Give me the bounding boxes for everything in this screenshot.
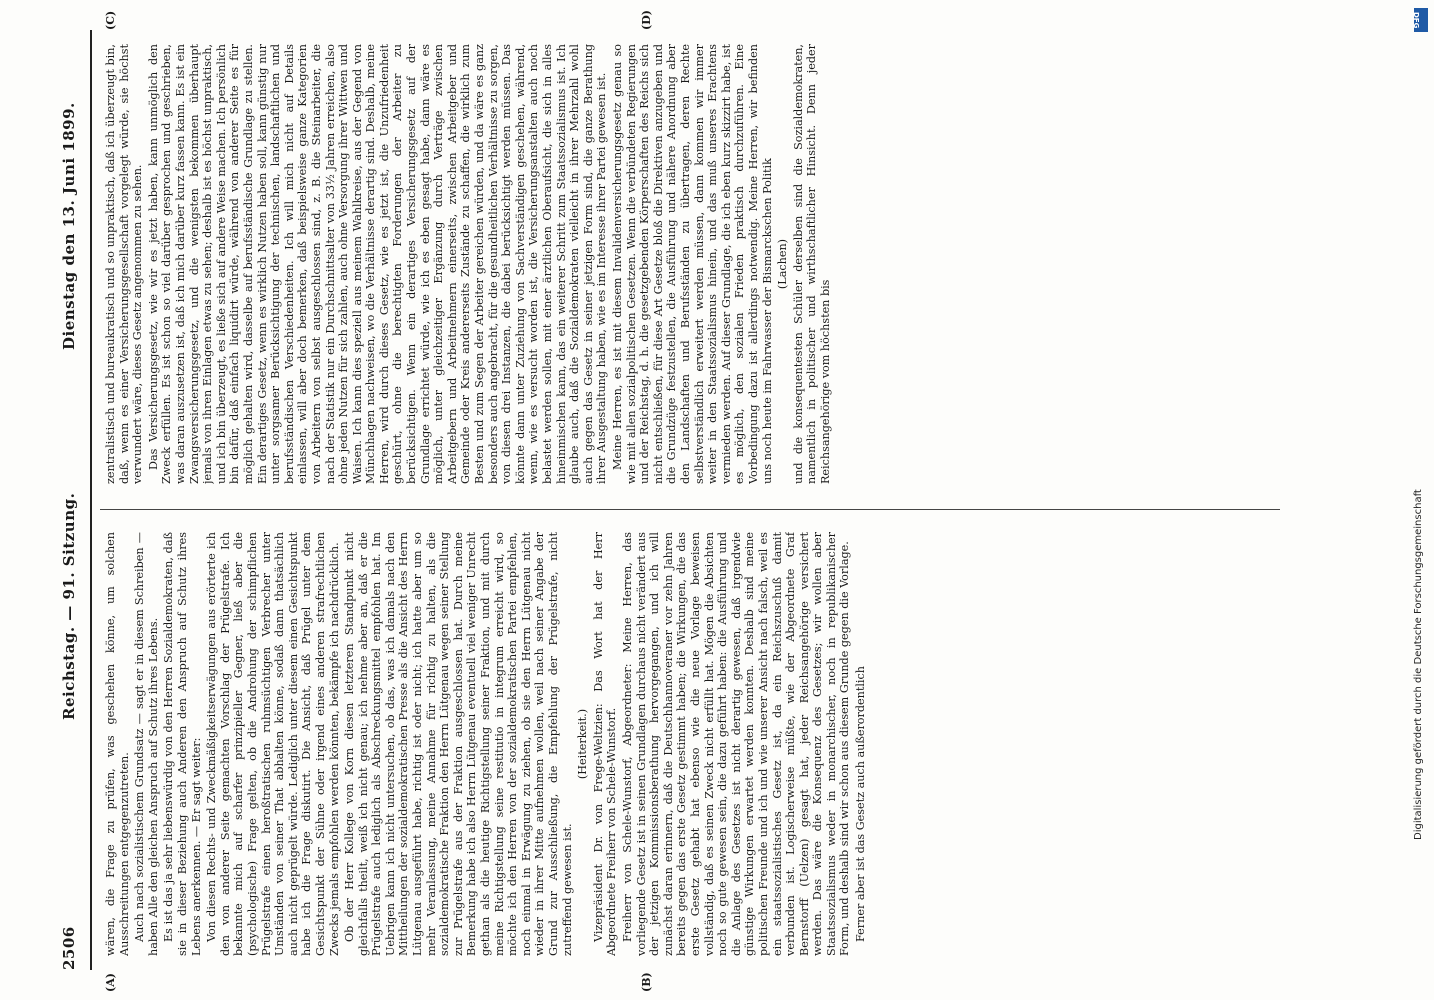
paragraph: Es ist das ja sehr liebenswürdig von den Herren Sozialdemokraten, daß sie in dieser Beziehung auch Anderen den Anspruch auf Schutz ihres Lebens anerkennen. — Er sagt weiter: bbox=[162, 532, 203, 956]
paragraph: Ob der Herr Kollege von Korn diesen letzteren Standpunkt nicht gleichfalls theilt, weiß ich nicht genau; ich nehme aber an, daß er die Prügelstrafe auch lediglich als Abschreckungsmittel empfohlen hat. Im Uebrigen kann ich nicht untersuchen, ob das, was ich damals nach den Mittheilungen der sozialdemokratischen Presse als die Ansicht des Herrn Lütgenau ausgeführt habe, richtig ist oder nicht; ich hatte aber um so mehr Veranlassung, meine Annahme für richtig zu halten, als die sozialdemokratische Fraktion den Herrn Lütgenau wegen seiner Stellung zur Prügelstrafe aus der Fraktion ausgeschlossen hat. Durch meine Bemerkung habe ich also Herrn Lütgenau eventuell viel weniger Unrecht gethan als die heutige Richtigstellung seiner Fraktion, und mit durch meine Richtigstellung seine restitutio in integrum erreicht wird, so möchte ich den Herren von der sozialdemokratischen Partei empfehlen, noch einmal in Erwägung zu ziehen, ob sie den Herrn Lütgenau nicht wieder in ihrer Mitte aufnehmen wollen, weil nach seiner Angabe der Grund zur Ausschließung, die Empfehlung der Prügelstrafe, nicht zutreffend gewesen ist. bbox=[343, 532, 574, 956]
paragraph: zentralistisch und bureaukratisch und so unpraktisch, daß ich überzeugt bin, daß, wenn es einer Versicherungsgesellschaft vorgelegt würde, sie höchst verwundert wäre, dieses Gesetz angenommen zu sehen. bbox=[104, 44, 145, 484]
margin-mark-a: (A) bbox=[104, 973, 117, 992]
header-left-title: Reichstag. — 91. Sitzung. bbox=[60, 492, 78, 720]
digitization-credit bbox=[1408, 10, 1430, 990]
header-right-title: Dienstag den 13. Juni 1899. bbox=[60, 102, 78, 350]
page-number: 2506 bbox=[60, 926, 78, 970]
paragraph: (Heiterkeit.) bbox=[576, 708, 590, 780]
paragraph: Ferner aber ist das Gesetz auch außerordentlich bbox=[854, 666, 868, 942]
paragraph: wären, die Frage zu prüfen, was geschehen könne, um solchen Ausschreitungen entgegenzutreten. bbox=[104, 532, 131, 956]
credit-text: Digitalisierung gefördert durch die Deutsche Forschungsgemeinschaft bbox=[1413, 489, 1424, 840]
paragraph: Meine Herren, es ist mit diesem Invalidenversicherungsgesetz genau so wie mit allen sozialpolitischen Gesetzen. Wenn die verbündeten Regierungen und der Reichstag, d. h. die gesetzgebenden Körperschaften des Reichs sich nicht entschließen, für diese Art Gesetze bloß die Direktiven anzugeben und die Grundzüge festzustellen, die Ausführung und nähere Anordnung aber den Landschaften und Berufsständen zu übertragen, deren Rechte selbstverständlich erweitert werden müssen, dann kommen wir immer weiter in den Staatssozialismus hinein, und das muß unseres Erachtens vermieden werden. Auf dieser Grundlage, die ich eben kurz skizzirt habe, ist es möglich, den sozialen Frieden praktisch durchzuführen. Eine Vorbedingung dazu ist allerdings notwendig. Meine Herren, wir befinden uns noch heute im Fahrwasser der Bismarckschen Politik bbox=[610, 44, 774, 484]
paragraph: Freiherr von Schele-Wunstorf, Abgeordneter: Meine Herren, das vorliegende Gesetz ist in seinen Grundlagen durchaus nicht verändert aus der jetzigen Kommissionsberathung hervorgegangen, und ich will zunächst daran erinnern, daß die Deutschhannoveraner vor zehn Jahren bereits gegen das erste Gesetz gestimmt haben; die Wirkungen, die das erste Gesetz gehabt hat ebenso wie die neue Vorlage beweisen vollständig, daß es seinen Zweck nicht erfüllt hat. Mögen die Absichten noch so gute gewesen sein, die dazu geführt haben: die Ausführung und die Anlage des Gesetzes ist nicht derartig gewesen, daß irgendwie günstige Wirkungen erwartet werden konnten. Deshalb sind meine politischen Freunde und ich und wie unserer Ansicht nach falsch, weil es ein staatssozialistisches Gesetz ist, da ein Reichszuschuß damit verbunden ist. Logischerweise müßte, wie der Abgeordnete Graf Bernstorff (Uelzen) gesagt hat, jeder Reichsangehörige versichert werden. Das wäre die Konsequenz des Gesetzes; wir wollen aber Staatssozialismus weder in monarchischer, noch in republikanischer Form, und deshalb sind wir schon aus diesem Grunde gegen die Vorlage. bbox=[620, 532, 852, 956]
right-column bbox=[104, 44, 1274, 484]
header-rule bbox=[90, 30, 92, 970]
paragraph: Von diesen Rechts- und Zweckmäßigkeitserwägungen aus erörterte ich den von anderer Seite gemachten Vorschlag der Prügelstrafe. Ich bekannte mich auf scharfer prinzipieller Gegner, ließ aber die (psychologische) Frage gelten, ob die Androhung der schimpflichen Prügelstrafe einen heroßtratischen ruhmsüchtigen Verbrecher unter Umständen von seiner That abhalten könne, sodaß dann thatsächlich auch nicht geprügelt würde. Lediglich unter diesem einen Gesichtspunkt habe ich die Frage diskutirt. Die Ansicht, daß Prügel unter dem Gesichtspunkt der Sühne oder irgend eines anderen strafrechtlichen Zwecks jemals empfohlen werden könnten, bekämpfe ich nachdrücklich. bbox=[205, 532, 341, 956]
margin-mark-b: (B) bbox=[640, 972, 653, 992]
margin-mark-c: (C) bbox=[104, 10, 117, 30]
margin-mark-d: (D) bbox=[640, 10, 653, 30]
paragraph: und die konsequentesten Schüler derselben sind die Sozialdemokraten, namentlich in politischer und wirthschaftlicher Hinsicht. Denn jeder Reichsangehörige vom höchsten bis bbox=[791, 44, 832, 484]
page-header bbox=[60, 30, 86, 970]
left-column bbox=[104, 532, 1274, 956]
column-divider bbox=[100, 509, 1280, 510]
paragraph: Auch nach sozialistischem Grundsatz — sagt er in diesem Schreiben — haben Alle den gleichen Anspruch auf Schutz ihres Lebens. bbox=[133, 532, 160, 956]
paragraph: Das Versicherungsgesetz, wie wir es jetzt haben, kann unmöglich den Zweck erfüllen. Es ist schon so viel darüber gesprochen und geschrieben, was daran auszusetzen ist, daß ich mich darüber kurz fassen kann. Es ist ein Zwangsversicherungsgesetz, und die wenigsten bekommen überhaupt jemals von ihren Einlagen etwas zu sehen; deshalb ist es höchst unpraktisch, und ich bin überzeugt, es ließe sich auf andere Weise machen. Ich persönlich bin dafür, daß einfach liquidirt würde, während von anderer Seite es für möglich gehalten wird, dasselbe auf berufsständische Grundlage zu stellen. Ein derartiges Gesetz, wenn es wirklich Nutzen haben soll, kann günstig nur unter sorgsamer Berücksichtigung der technischen, landschaftlichen und berufsständischen Verschiedenheiten. Ich will mich nicht auf Details einlassen, will aber doch bemerken, daß beispielsweise ganze Kategorien von Arbeitern von selbst ausgeschlossen sind, z. B. die Steinarbeiter, die nach der Statistik nur ein Durchschnittsalter von 33½ Jahren erreichen, also ohne jeden Nutzen für sich zahlen, auch ohne Versorgung ihrer Wittwen und Waisen. Ich kann dies speziell aus meinem Wahlkreise, aus der Gegend von Münchhagen nachweisen, wo die Verhältnisse derartig sind. Deshalb, meine Herren, wird durch dieses Gesetz, wie es jetzt ist, die Unzufriedenheit geschürt, ohne die berechtigten Forderungen der Arbeiter zu berücksichtigen. Wenn ein derartiges Versicherungsgesetz auf der Grundlage errichtet würde, wie ich es eben gesagt habe, dann wäre es möglich, unter gleichzeitiger Ergänzung durch Verträge zwischen Arbeitgebern und Arbeitnehmern einerseits, zwischen Arbeitgeber und Gemeinde oder Kreis andererseits Zustände zu schaffen, die wirklich zum Besten und zum Segen der Arbeiter gereichen würden, und da wäre es ganz besonders auch angebracht, für die gesundheitlichen Verhältnisse zu sorgen, von diesen drei Instanzen, die dabei berücksichtigt werden müssen. Das könnte dann unter Zuziehung von Sachverständigen geschehen, während, wenn, wie es versucht worden ist, die Versicherungsanstalten auch noch belastet werden sollen, mit einer ärztlichen Oberaufsicht, die sich in alles hineinmischen kann, das ein weiterer Schritt zum Staatssozialismus ist. Ich glaube auch, daß die Sozialdemokraten vielleicht in ihrer Mehrzahl wohl auch gegen das Gesetz in seiner jetzigen Form sind, die ganze Berathung ihrer Ausgestaltung haben, wie es im Interesse ihrer Partei gewesen ist. bbox=[146, 44, 609, 484]
dfg-logo-icon: DFG bbox=[1414, 8, 1428, 32]
paragraph: Vizepräsident Dr. von Frege-Weltzien: Das Wort hat der Herr Abgeordnete Freiherr von Schele-Wunstorf. bbox=[591, 532, 619, 956]
paragraph: (Lachen) bbox=[776, 238, 790, 290]
